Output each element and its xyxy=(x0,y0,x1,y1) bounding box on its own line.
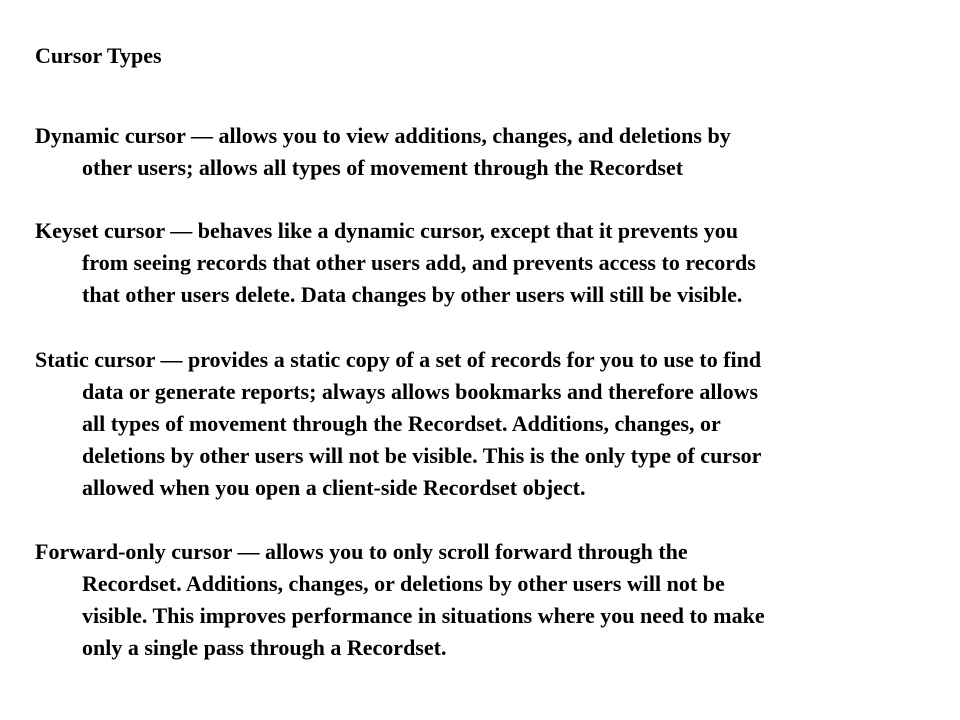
paragraph-line: Forward-only cursor — allows you to only scroll forward through the xyxy=(35,539,688,564)
paragraph-line: allowed when you open a client-side Recordset object. xyxy=(82,475,586,500)
paragraph-line: deletions by other users will not be visible. This is the only type of cursor xyxy=(82,443,762,468)
paragraph-keyset-cursor xyxy=(35,215,756,311)
paragraph-line: Keyset cursor — behaves like a dynamic cursor, except that it prevents you xyxy=(35,218,738,243)
paragraph-line: other users; allows all types of movement through the Recordset xyxy=(82,155,684,180)
paragraph-line: Dynamic cursor — allows you to view additions, changes, and deletions by xyxy=(35,123,731,148)
paragraph-line: that other users delete. Data changes by other users will still be visible. xyxy=(82,282,743,307)
paragraph-line: only a single pass through a Recordset. xyxy=(82,635,447,660)
page-title: Cursor Types xyxy=(35,43,162,68)
paragraph-line: Recordset. Additions, changes, or deletions by other users will not be xyxy=(82,571,725,596)
paragraph-line: from seeing records that other users add, and prevents access to records xyxy=(82,250,756,275)
paragraph-line: visible. This improves performance in situations where you need to make xyxy=(82,603,765,628)
paragraph-dynamic-cursor xyxy=(35,120,731,184)
paragraph-line: data or generate reports; always allows bookmarks and therefore allows xyxy=(82,379,759,404)
paragraph-line: Static cursor — provides a static copy of a set of records for you to use to find xyxy=(35,347,762,372)
paragraph-static-cursor xyxy=(35,344,761,504)
paragraph-forward-only-cursor xyxy=(35,536,765,664)
paragraph-line: all types of movement through the Recordset. Additions, changes, or xyxy=(82,411,721,436)
